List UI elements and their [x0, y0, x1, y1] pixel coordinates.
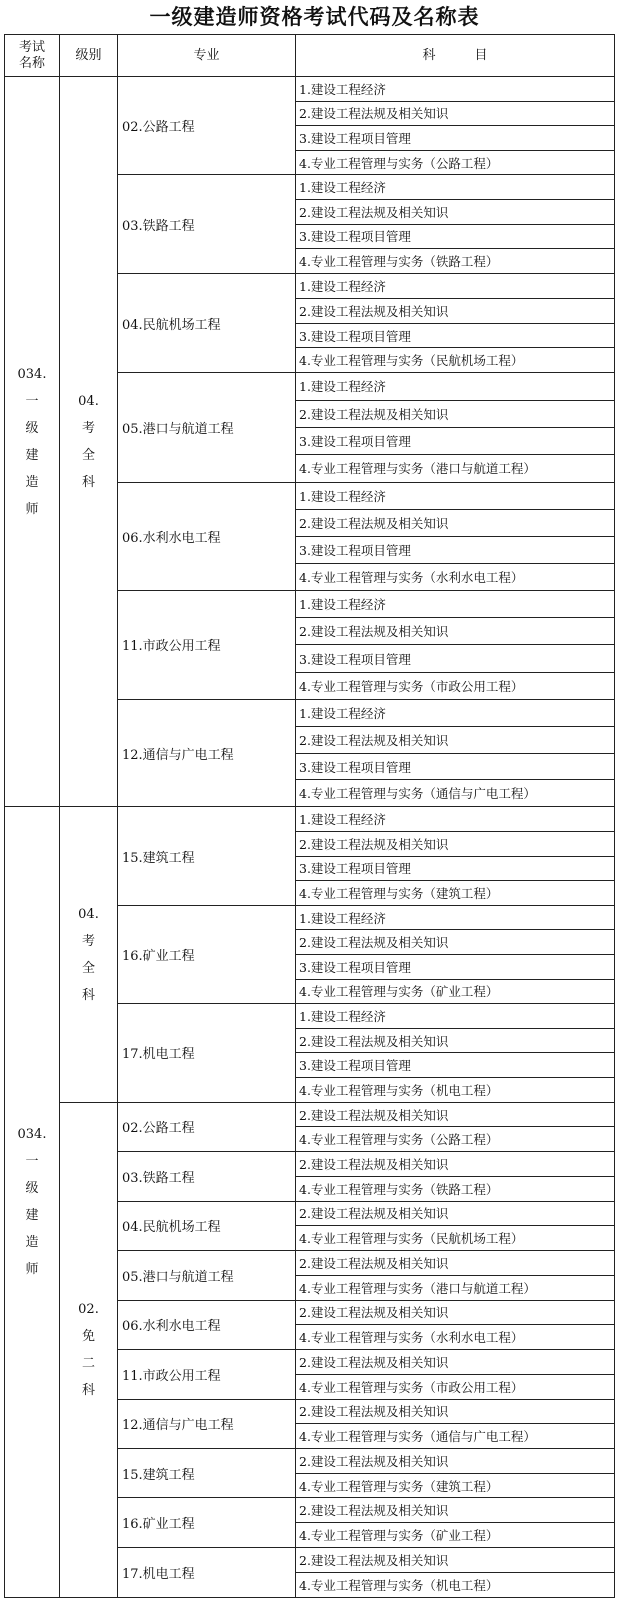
subject-cell: 4.专业工程管理与实务（通信与广电工程） [296, 1424, 615, 1449]
subject-cell: 3.建设工程项目管理 [296, 955, 615, 980]
subject-cell: 2.建设工程法规及相关知识 [296, 1350, 615, 1375]
level-cell-char: 02. [78, 1301, 99, 1317]
table-row [5, 1102, 615, 1127]
subject-cell: 4.专业工程管理与实务（市政公用工程） [296, 1374, 615, 1399]
major-cell: 15.建筑工程 [118, 1448, 296, 1497]
major-cell: 16.矿业工程 [118, 1498, 296, 1547]
subject-cell: 2.建设工程法规及相关知识 [296, 1498, 615, 1523]
subject-cell: 2.建设工程法规及相关知识 [296, 1028, 615, 1053]
subject-cell: 4.专业工程管理与实务（水利水电工程） [296, 1325, 615, 1350]
subject-cell: 2.建设工程法规及相关知识 [296, 509, 615, 536]
subject-cell: 2.建设工程法规及相关知识 [296, 1300, 615, 1325]
subject-cell: 4.专业工程管理与实务（民航机场工程） [296, 348, 615, 373]
subject-cell: 4.专业工程管理与实务（民航机场工程） [296, 1226, 615, 1251]
table-row [5, 807, 615, 832]
subject-cell: 2.建设工程法规及相关知识 [296, 930, 615, 955]
subject-cell: 4.专业工程管理与实务（公路工程） [296, 1127, 615, 1152]
major-cell: 12.通信与广电工程 [118, 1399, 296, 1448]
level-cell [60, 807, 118, 1102]
subject-cell: 2.建设工程法规及相关知识 [296, 200, 615, 225]
subject-cell: 2.建设工程法规及相关知识 [296, 298, 615, 323]
level-cell-char: 考 [81, 420, 95, 436]
subject-cell: 2.建设工程法规及相关知识 [296, 1152, 615, 1177]
document-title: 一级建造师资格考试代码及名称表 [149, 5, 480, 29]
subject-cell: 2.建设工程法规及相关知识 [296, 101, 615, 126]
exam-name-cell [5, 77, 60, 807]
exam-name-cell [5, 807, 60, 1598]
exam-name-cell-char: 建 [25, 447, 39, 463]
subject-cell: 4.专业工程管理与实务（市政公用工程） [296, 672, 615, 699]
subject-cell: 1.建设工程经济 [296, 591, 615, 618]
subject-cell: 3.建设工程项目管理 [296, 126, 615, 151]
major-cell: 02.公路工程 [118, 77, 296, 175]
level-cell-char: 04. [78, 906, 99, 922]
subject-cell: 1.建设工程经济 [296, 1004, 615, 1029]
subject-cell: 4.专业工程管理与实务（铁路工程） [296, 1176, 615, 1201]
level-cell-char: 科 [81, 1382, 95, 1398]
major-cell: 12.通信与广电工程 [118, 699, 296, 807]
exam-name-cell-char: 师 [25, 1262, 39, 1278]
exam-name-cell-char: 级 [25, 420, 39, 436]
exam-code-table [4, 34, 615, 1598]
level-cell-char: 全 [81, 447, 95, 463]
subject-cell: 2.建设工程法规及相关知识 [296, 1448, 615, 1473]
exam-name-cell-char: 一 [25, 393, 39, 409]
level-cell-char: 免 [81, 1328, 95, 1344]
subject-cell: 1.建设工程经济 [296, 77, 615, 102]
major-cell: 06.水利水电工程 [118, 482, 296, 591]
exam-name-cell-char: 级 [25, 1181, 39, 1197]
level-cell-char: 04. [78, 393, 99, 409]
subject-cell: 2.建设工程法规及相关知识 [296, 1102, 615, 1127]
level-cell [60, 77, 118, 807]
subject-cell: 3.建设工程项目管理 [296, 856, 615, 881]
level-cell-char: 科 [81, 474, 95, 490]
major-cell: 06.水利水电工程 [118, 1300, 296, 1349]
major-cell: 16.矿业工程 [118, 905, 296, 1003]
subject-cell: 1.建设工程经济 [296, 807, 615, 832]
major-cell: 17.机电工程 [118, 1004, 296, 1102]
subject-cell: 4.专业工程管理与实务（水利水电工程） [296, 563, 615, 590]
subject-cell: 2.建设工程法规及相关知识 [296, 1201, 615, 1226]
subject-cell: 1.建设工程经济 [296, 905, 615, 930]
table-row [5, 77, 615, 102]
level-cell [60, 1102, 118, 1597]
subject-cell: 1.建设工程经济 [296, 273, 615, 298]
major-cell: 11.市政公用工程 [118, 591, 296, 700]
subject-cell: 2.建设工程法规及相关知识 [296, 400, 615, 427]
subject-cell: 4.专业工程管理与实务（机电工程） [296, 1572, 615, 1597]
subject-cell: 3.建设工程项目管理 [296, 536, 615, 563]
subject-cell: 4.专业工程管理与实务（建筑工程） [296, 1473, 615, 1498]
header-row [5, 35, 615, 77]
subject-cell: 4.专业工程管理与实务（港口与航道工程） [296, 455, 615, 482]
exam-name-cell-char: 建 [25, 1208, 39, 1224]
subject-cell: 4.专业工程管理与实务（港口与航道工程） [296, 1275, 615, 1300]
major-cell: 03.铁路工程 [118, 1152, 296, 1201]
major-cell: 04.民航机场工程 [118, 1201, 296, 1250]
subject-cell: 4.专业工程管理与实务（机电工程） [296, 1078, 615, 1103]
subject-cell: 4.专业工程管理与实务（矿业工程） [296, 979, 615, 1004]
subject-cell: 4.专业工程管理与实务（通信与广电工程） [296, 780, 615, 807]
level-cell-char: 二 [81, 1355, 95, 1371]
subject-cell: 3.建设工程项目管理 [296, 323, 615, 348]
subject-cell: 2.建设工程法规及相关知识 [296, 1547, 615, 1572]
major-cell: 05.港口与航道工程 [118, 1251, 296, 1300]
subject-cell: 2.建设工程法规及相关知识 [296, 831, 615, 856]
subject-cell: 1.建设工程经济 [296, 175, 615, 200]
header-exam-name: 考试名称 [5, 35, 60, 77]
level-cell-char: 考 [81, 933, 95, 949]
subject-cell: 4.专业工程管理与实务（公路工程） [296, 150, 615, 175]
major-cell: 04.民航机场工程 [118, 273, 296, 372]
subject-cell: 3.建设工程项目管理 [296, 224, 615, 249]
major-cell: 02.公路工程 [118, 1102, 296, 1151]
subject-cell: 2.建设工程法规及相关知识 [296, 726, 615, 753]
major-cell: 05.港口与航道工程 [118, 373, 296, 482]
subject-cell: 4.专业工程管理与实务（建筑工程） [296, 881, 615, 906]
subject-cell: 1.建设工程经济 [296, 373, 615, 400]
subject-cell: 1.建设工程经济 [296, 482, 615, 509]
exam-name-cell-char: 一 [25, 1154, 39, 1170]
subject-cell: 2.建设工程法规及相关知识 [296, 1251, 615, 1276]
subject-cell: 2.建设工程法规及相关知识 [296, 1399, 615, 1424]
header-major: 专业 [118, 35, 296, 77]
major-cell: 03.铁路工程 [118, 175, 296, 273]
exam-name-cell-char: 师 [25, 501, 39, 517]
exam-name-cell-char: 034. [17, 366, 47, 382]
subject-cell: 2.建设工程法规及相关知识 [296, 618, 615, 645]
major-cell: 11.市政公用工程 [118, 1350, 296, 1399]
header-subjects: 科 目 [296, 35, 615, 77]
exam-name-cell-char: 造 [25, 1235, 39, 1251]
subject-cell: 4.专业工程管理与实务（铁路工程） [296, 249, 615, 274]
subject-cell: 3.建设工程项目管理 [296, 753, 615, 780]
subject-cell: 3.建设工程项目管理 [296, 427, 615, 454]
header-level: 级别 [60, 35, 118, 77]
subject-cell: 1.建设工程经济 [296, 699, 615, 726]
table-body [5, 77, 615, 1598]
subject-cell: 3.建设工程项目管理 [296, 1053, 615, 1078]
exam-name-cell-char: 造 [25, 474, 39, 490]
level-cell-char: 科 [81, 987, 95, 1003]
subject-cell: 3.建设工程项目管理 [296, 645, 615, 672]
level-cell-char: 全 [81, 960, 95, 976]
major-cell: 15.建筑工程 [118, 807, 296, 905]
major-cell: 17.机电工程 [118, 1547, 296, 1597]
subject-cell: 4.专业工程管理与实务（矿业工程） [296, 1523, 615, 1548]
exam-name-cell-char: 034. [17, 1127, 47, 1143]
